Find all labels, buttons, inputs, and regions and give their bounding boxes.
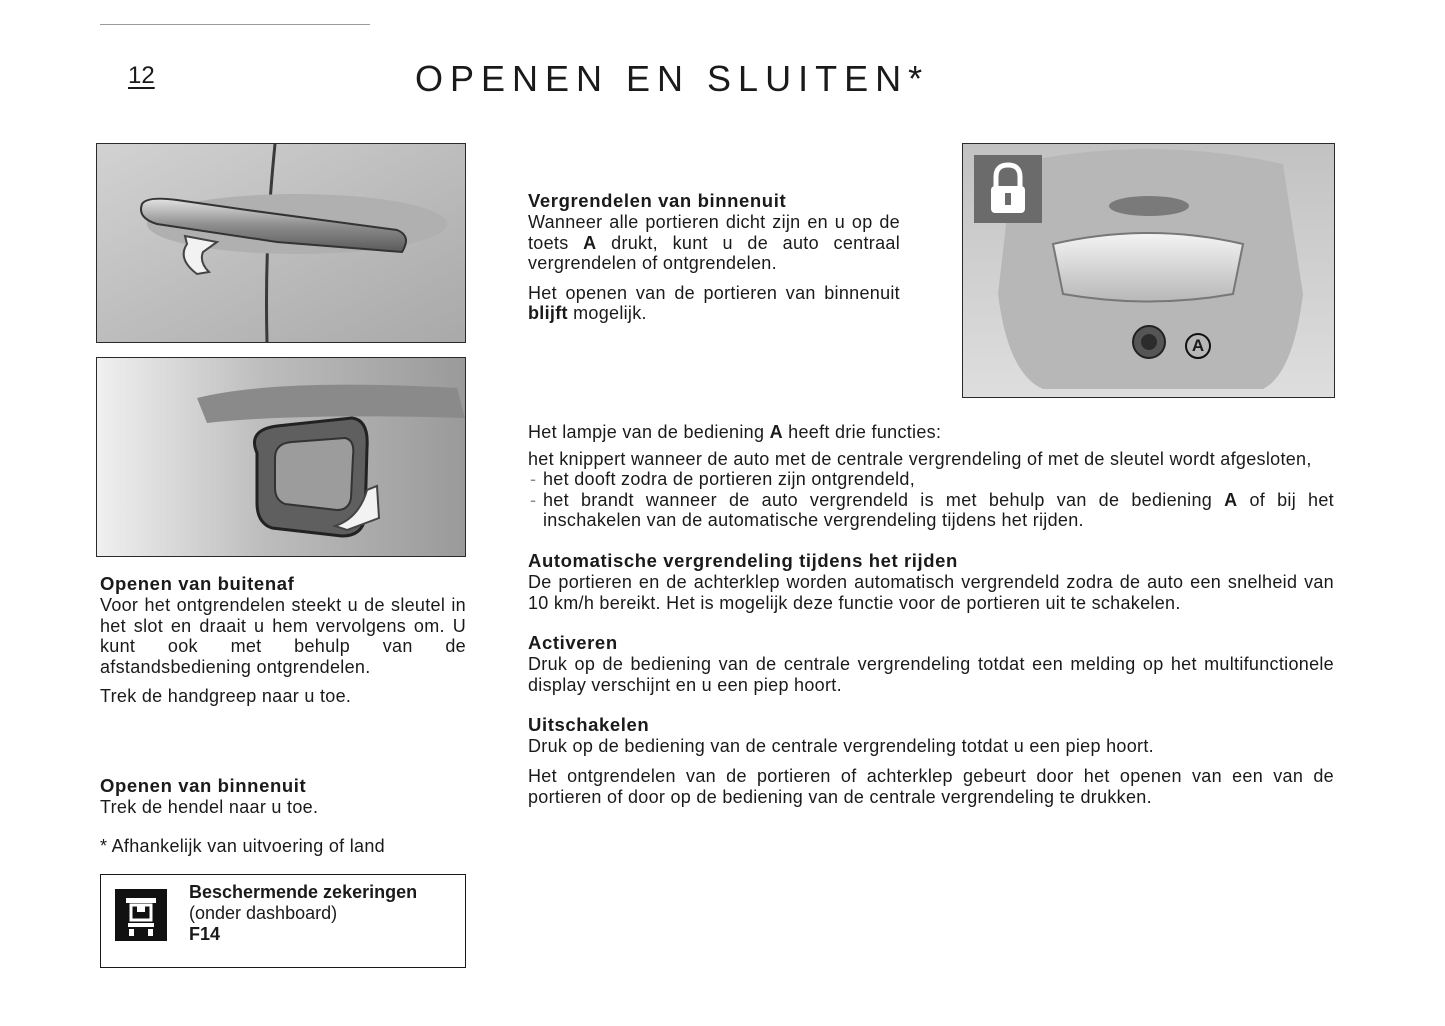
padlock-icon <box>974 155 1042 223</box>
text-unlock-behaviour: Het ontgrendelen van de portieren of achterklep gebeurt door het openen van een van de portieren of door op de bediening van de centrale vergrendeling te drukken. <box>528 765 1334 807</box>
text-opening-still-possible <box>528 283 900 324</box>
key-label-a: A <box>1224 489 1238 510</box>
text-span: mogelijk. <box>567 303 647 324</box>
bold-word: blijft <box>528 303 568 324</box>
text-span: Het openen van de portieren van binnenuit <box>528 282 900 303</box>
heading-opening-outside: Openen van buitenaf <box>100 573 295 594</box>
text-auto-locking: De portieren en de achterklep worden automatisch vergrendeld zodra de auto een snelheid van 10 km/h bereikt. Het is mogelijk deze functie voor de portieren uit te schakelen. <box>528 571 1334 613</box>
key-label-a: A <box>583 232 597 253</box>
fuse-text <box>189 882 417 945</box>
page-number: 12 <box>128 62 155 89</box>
text-span: Wanneer alle portieren dicht zijn en u op de toets <box>528 212 900 253</box>
text-span: het brandt wanneer de auto vergrendeld is met behulp van de bediening <box>543 489 1225 510</box>
text-pull-lever: Trek de hendel naar u toe. <box>100 797 319 817</box>
footnote: * Afhankelijk van uitvoering of land <box>100 836 385 856</box>
text-locking-inside <box>528 212 900 274</box>
text-span: drukt, kunt u de auto centraal vergrendelen of ontgrendelen. <box>528 232 900 274</box>
fuse-code: F14 <box>189 924 221 944</box>
text-span: Het lampje van de bediening <box>528 422 770 442</box>
section-opening-outside <box>100 573 466 707</box>
text-pull-handle: Trek de handgreep naar u toe. <box>100 686 352 707</box>
heading-activate: Activeren <box>528 632 618 654</box>
text-activate: Druk op de bediening van de centrale vergrendeling totdat een melding op het multifunctionele display verschijnt en u een piep hoort. <box>528 654 1334 695</box>
fuse-info-box <box>100 874 466 968</box>
lamp-function-list <box>528 469 1334 531</box>
header-rule <box>100 24 370 25</box>
fuse-title: Beschermende zekeringen <box>189 882 418 902</box>
text-disable: Druk op de bediening van de centrale vergrendeling totdat u een piep hoort. <box>528 736 1154 757</box>
exterior-handle-photo <box>96 143 466 343</box>
section-opening-inside <box>100 775 466 818</box>
page-title: OPENEN EN SLUITEN* <box>415 58 930 99</box>
button-a-label: A <box>1185 333 1211 359</box>
list-item <box>528 490 1334 531</box>
text-span: of bij het inschakelen van de automatische vergrendeling tijdens het rijden. <box>543 489 1334 531</box>
ceiling-console-photo <box>962 143 1335 398</box>
heading-disable: Uitschakelen <box>528 714 650 736</box>
fuse-location: (onder dashboard) <box>189 903 338 923</box>
text-opening-outside: Voor het ontgrendelen steekt u de sleutel in het slot en draait u hem vervolgens om. U kunt ook met behulp van de afstandsbediening ontgrendelen. <box>100 595 466 677</box>
text-lamp-intro <box>528 422 1334 443</box>
list-item: - het dooft zodra de portieren zijn ontgrendeld, <box>528 469 1334 490</box>
text-lamp-blinks: het knippert wanneer de auto met de centrale vergrendeling of met de sleutel wordt afgesloten, <box>528 448 1312 469</box>
section-locking-inside <box>528 190 900 324</box>
heading-opening-inside: Openen van binnenuit <box>100 775 307 796</box>
text-span: heeft drie functies: <box>782 422 942 442</box>
section-lamp-functions <box>528 422 1334 807</box>
key-label-a: A <box>769 422 783 442</box>
heading-locking-inside: Vergrendelen van binnenuit <box>528 190 787 211</box>
fuse-box-icon <box>115 889 167 941</box>
heading-auto-locking: Automatische vergrendeling tijdens het rijden <box>528 549 958 571</box>
interior-handle-photo <box>96 357 466 557</box>
